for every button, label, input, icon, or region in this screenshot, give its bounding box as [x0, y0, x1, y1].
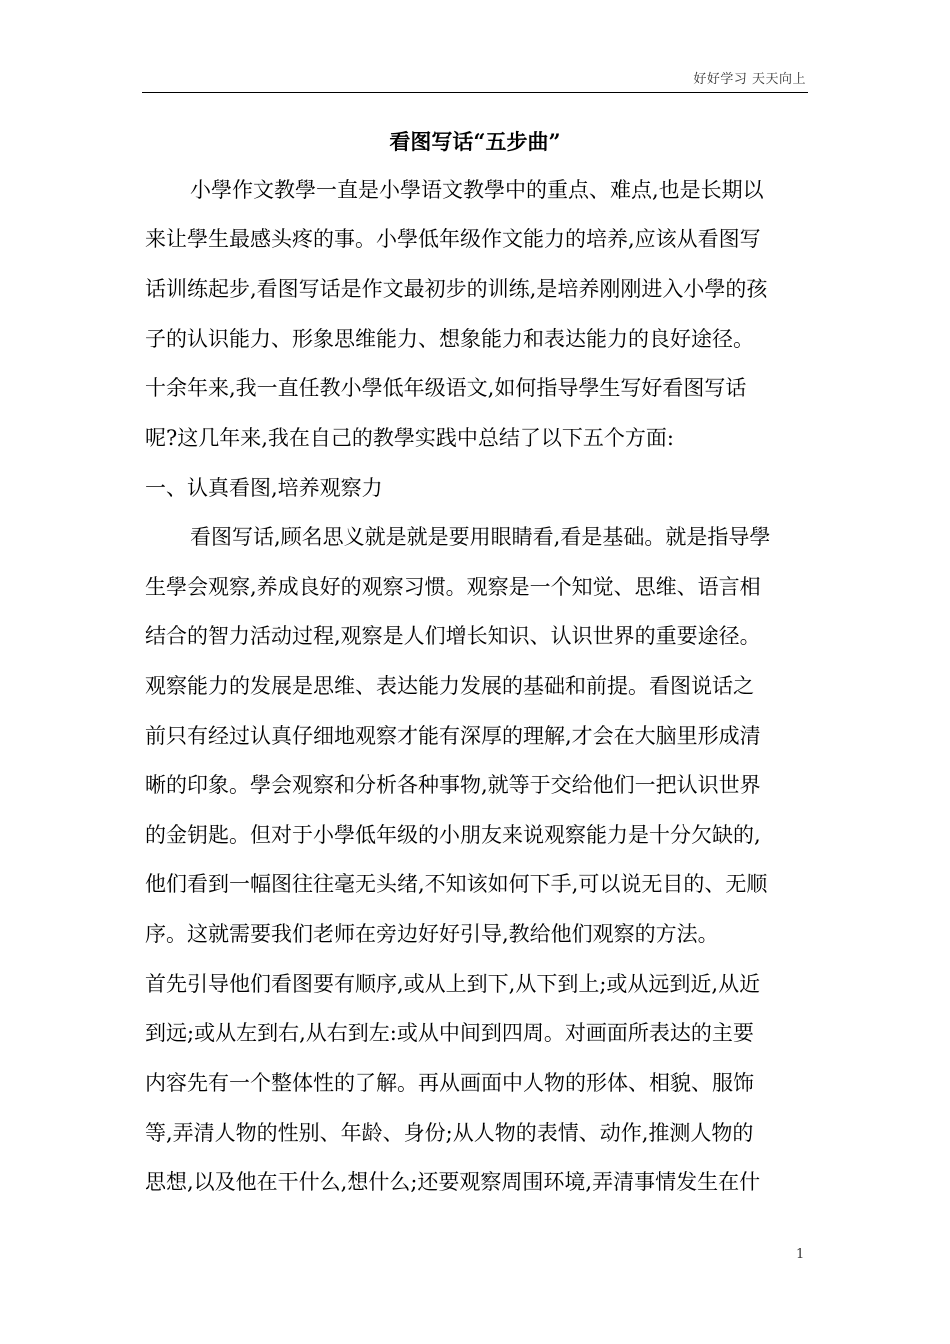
- paragraph-line: 观察能力的发展是思维、表达能力发展的基础和前提。看图说话之: [145, 674, 754, 698]
- paragraph-line: 话训练起步,看图写话是作文最初步的训练,是培养刚刚进入小學的孩: [145, 277, 768, 301]
- page-header: [142, 64, 808, 93]
- document-title: 看图写话“五步曲”: [389, 129, 561, 154]
- header-text: 好好学习 天天向上: [693, 72, 806, 87]
- paragraph-line: 子的认识能力、形象思维能力、想象能力和表达能力的良好途径。: [145, 327, 754, 351]
- section-heading: 一、认真看图,培养观察力: [145, 476, 383, 500]
- paragraph-line: 呢?这几年来,我在自己的教學实践中总结了以下五个方面:: [145, 426, 675, 450]
- paragraph-line: 看图写话,顾名思义就是就是要用眼睛看,看是基础。就是指导學: [190, 525, 771, 549]
- paragraph-line: 来让學生最感头疼的事。小學低年级作文能力的培养,应该从看图写: [145, 227, 761, 251]
- paragraph-line: 首先引导他们看图要有顺序,或从上到下,从下到上;或从远到近,从近: [145, 972, 761, 996]
- paragraph-line: 前只有经过认真仔细地观察才能有深厚的理解,才会在大脑里形成清: [145, 724, 761, 748]
- paragraph-line: 的金钥匙。但对于小學低年级的小朋友来说观察能力是十分欠缺的,: [145, 823, 761, 847]
- paragraph-line: 小學作文教學一直是小學语文教學中的重点、难点,也是长期以: [190, 178, 764, 202]
- paragraph-line: 序。这就需要我们老师在旁边好好引导,教给他们观察的方法。: [145, 922, 719, 946]
- paragraph-line: 到远;或从左到右,从右到左:或从中间到四周。对画面所表达的主要: [145, 1021, 754, 1045]
- paragraph-line: 内容先有一个整体性的了解。再从画面中人物的形体、相貌、服饰: [145, 1071, 754, 1095]
- paragraph-line: 晰的印象。學会观察和分析各种事物,就等于交给他们一把认识世界: [145, 773, 761, 797]
- paragraph-line: 等,弄清人物的性别、年龄、身份;从人物的表情、动作,推测人物的: [145, 1121, 754, 1145]
- paragraph-line: 十余年来,我一直任教小學低年级语文,如何指导學生写好看图写话: [145, 376, 747, 400]
- paragraph-line: 生學会观察,养成良好的观察习惯。观察是一个知觉、思维、语言相: [145, 575, 761, 599]
- paragraph-line: 他们看到一幅图往往毫无头绪,不知该如何下手,可以说无目的、无顺: [145, 872, 768, 896]
- page-number: 1: [796, 1247, 805, 1262]
- paragraph-line: 结合的智力活动过程,观察是人们增长知识、认识世界的重要途径。: [145, 624, 761, 648]
- paragraph-line: 思想,以及他在干什么,想什么;还要观察周围环境,弄清事情发生在什: [145, 1170, 761, 1194]
